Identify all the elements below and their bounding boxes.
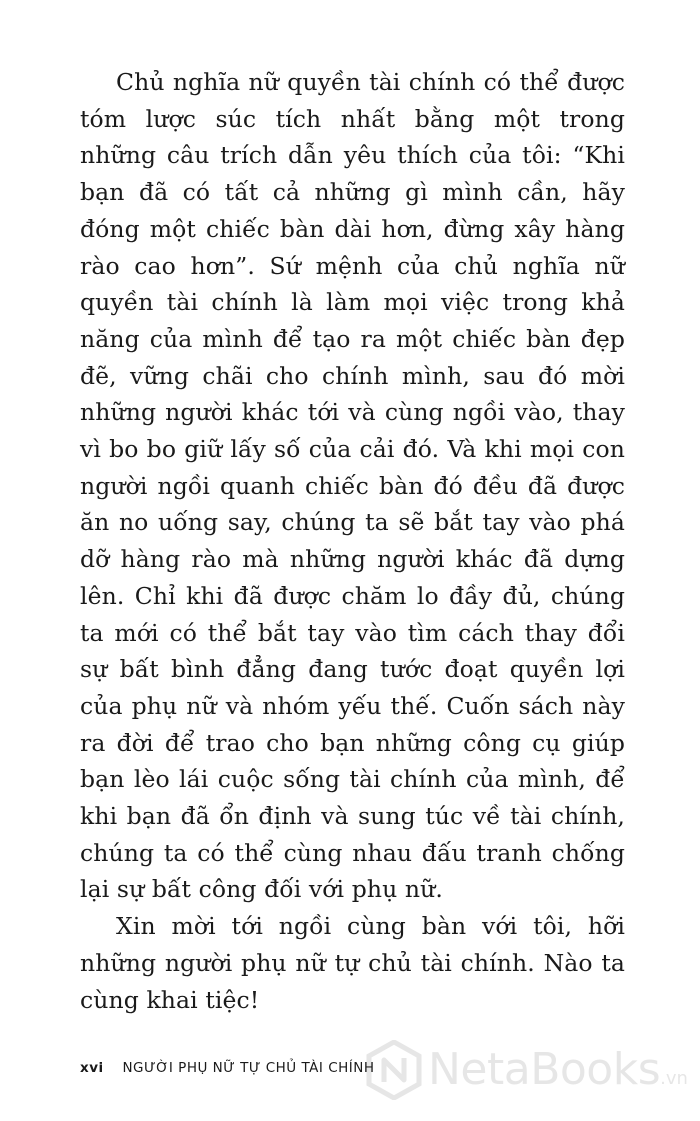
body-text xyxy=(80,64,625,1018)
page-number: xvi xyxy=(80,1060,104,1076)
watermark xyxy=(366,1036,686,1106)
watermark-brand: NetaBooks.vn xyxy=(428,1044,688,1095)
paragraph-2: Xin mời tới ngồi cùng bàn với tôi, hỡi những người phụ nữ tự chủ tài chính. Nào ta cùng khai tiệc! xyxy=(80,912,625,1014)
paragraph-1: Chủ nghĩa nữ quyền tài chính có thể được tóm lược súc tích nhất bằng một trong những câu trích dẫn yêu thích của tôi: “Khi bạn đã có tất cả những gì mình cần, hãy đóng một chiếc bàn dài hơn, đừng xây hàng rào cao hơn”. Sứ mệnh của chủ nghĩa nữ quyền tài chính là làm mọi việc trong khả năng của mình để tạo ra một chiếc bàn đẹp đẽ, vững chãi cho chính mình, sau đó mời những người khác tới và cùng ngồi vào, thay vì bo bo giữ lấy số của cải đó. Và khi mọi con người ngồi quanh chiếc bàn đó đều đã được ăn no uống say, chúng ta sẽ bắt tay vào phá dỡ hàng rào mà những người khác đã dựng lên. Chỉ khi đã được chăm lo đầy đủ, chúng ta mới có thể bắt tay vào tìm cách thay đổi sự bất bình đẳng đang tước đoạt quyền lợi của phụ nữ và nhóm yếu thế. Cuốn sách này ra đời để trao cho bạn những công cụ giúp bạn lèo lái cuộc sống tài chính của mình, để khi bạn đã ổn định và sung túc về tài chính, chúng ta có thể cùng nhau đấu tranh chống lại sự bất công đối với phụ nữ. xyxy=(80,68,625,904)
page-footer xyxy=(80,1060,375,1076)
running-title: NGƯỜI PHỤ NỮ TỰ CHỦ TÀI CHÍNH xyxy=(122,1060,375,1076)
